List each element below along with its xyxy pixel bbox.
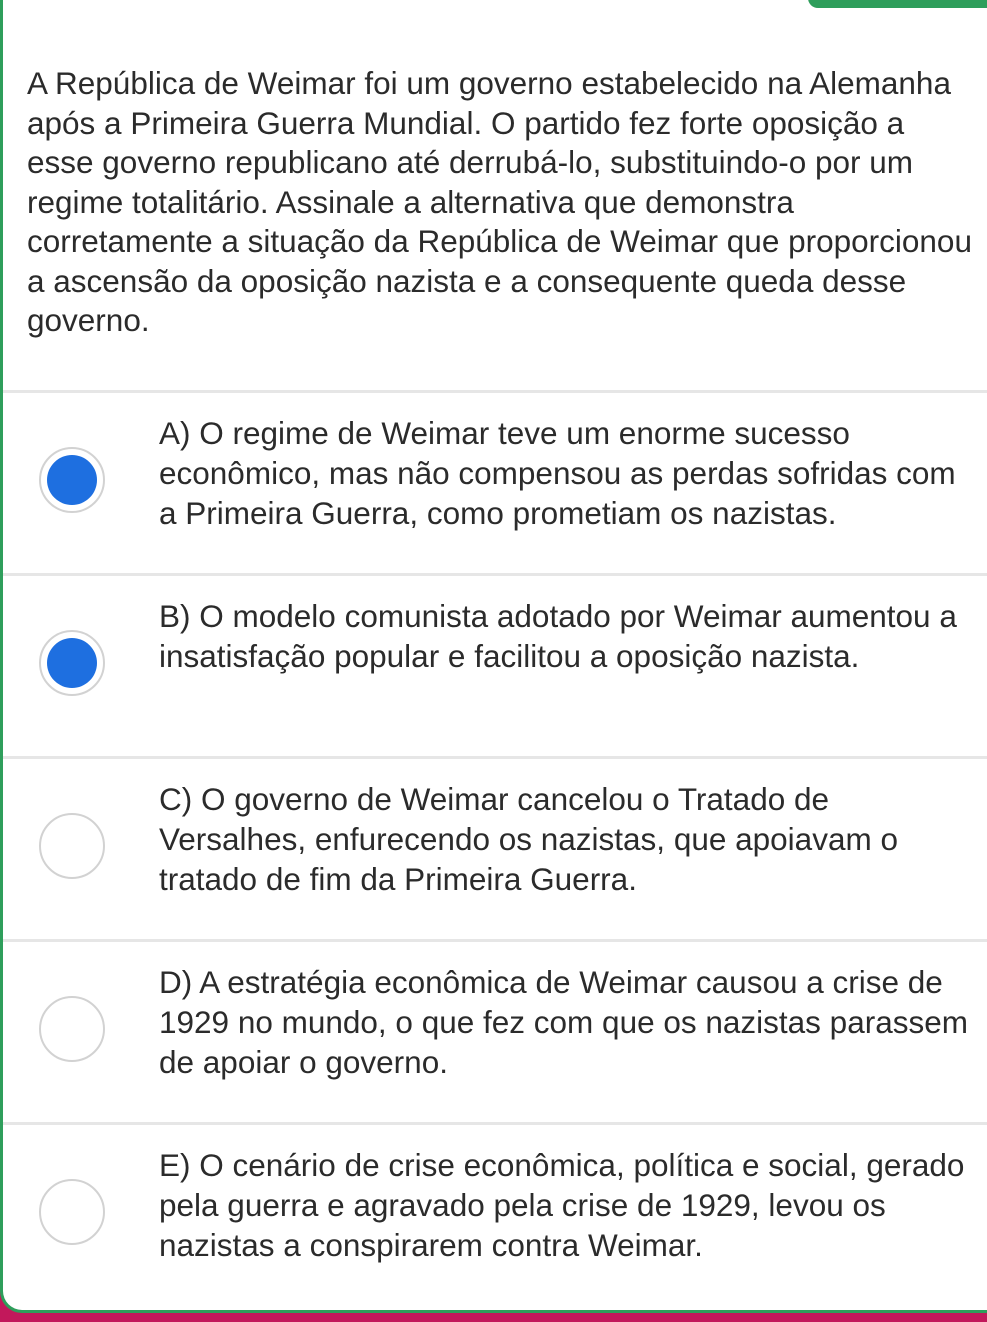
option-d[interactable] [3,939,987,1122]
progress-accent-bar [808,0,987,8]
question-text: A República de Weimar foi um governo estabelecido na Alemanha após a Primeira Guerra Mundial. O partido fez forte oposição a esse governo republicano até derrubá-lo, substituindo-o por um regime totalitário. Assinale a alternativa que demonstra corretamente a situação da República de Weimar que proporcionou a ascensão da oposição nazista e a consequente queda desse governo. [27,65,972,338]
option-d-text: D) A estratégia econômica de Weimar causou a crise de 1929 no mundo, o que fez com que os nazistas parassem de apoiar o governo. [159,964,968,1080]
option-d-radio[interactable] [39,996,105,1062]
option-a-radio[interactable] [39,447,105,513]
option-b-text: B) O modelo comunista adotado por Weimar aumentou a insatisfação popular e facilitou a oposição nazista. [159,598,957,674]
option-e-text: E) O cenário de crise econômica, política e social, gerado pela guerra e agravado pela crise de 1929, levou os nazistas a conspirarem contra Weimar. [159,1147,965,1263]
options-list [3,390,987,1305]
option-b[interactable] [3,573,987,756]
option-c-text: C) O governo de Weimar cancelou o Tratado de Versalhes, enfurecendo os nazistas, que apoiavam o tratado de fim da Primeira Guerra. [159,781,898,897]
option-a-text: A) O regime de Weimar teve um enorme sucesso econômico, mas não compensou as perdas sofridas com a Primeira Guerra, como prometiam os nazistas. [159,415,956,531]
option-e-radio[interactable] [39,1179,105,1245]
option-b-radio[interactable] [39,630,105,696]
option-c[interactable] [3,756,987,939]
option-c-radio[interactable] [39,813,105,879]
option-a[interactable] [3,390,987,573]
option-e[interactable] [3,1122,987,1305]
